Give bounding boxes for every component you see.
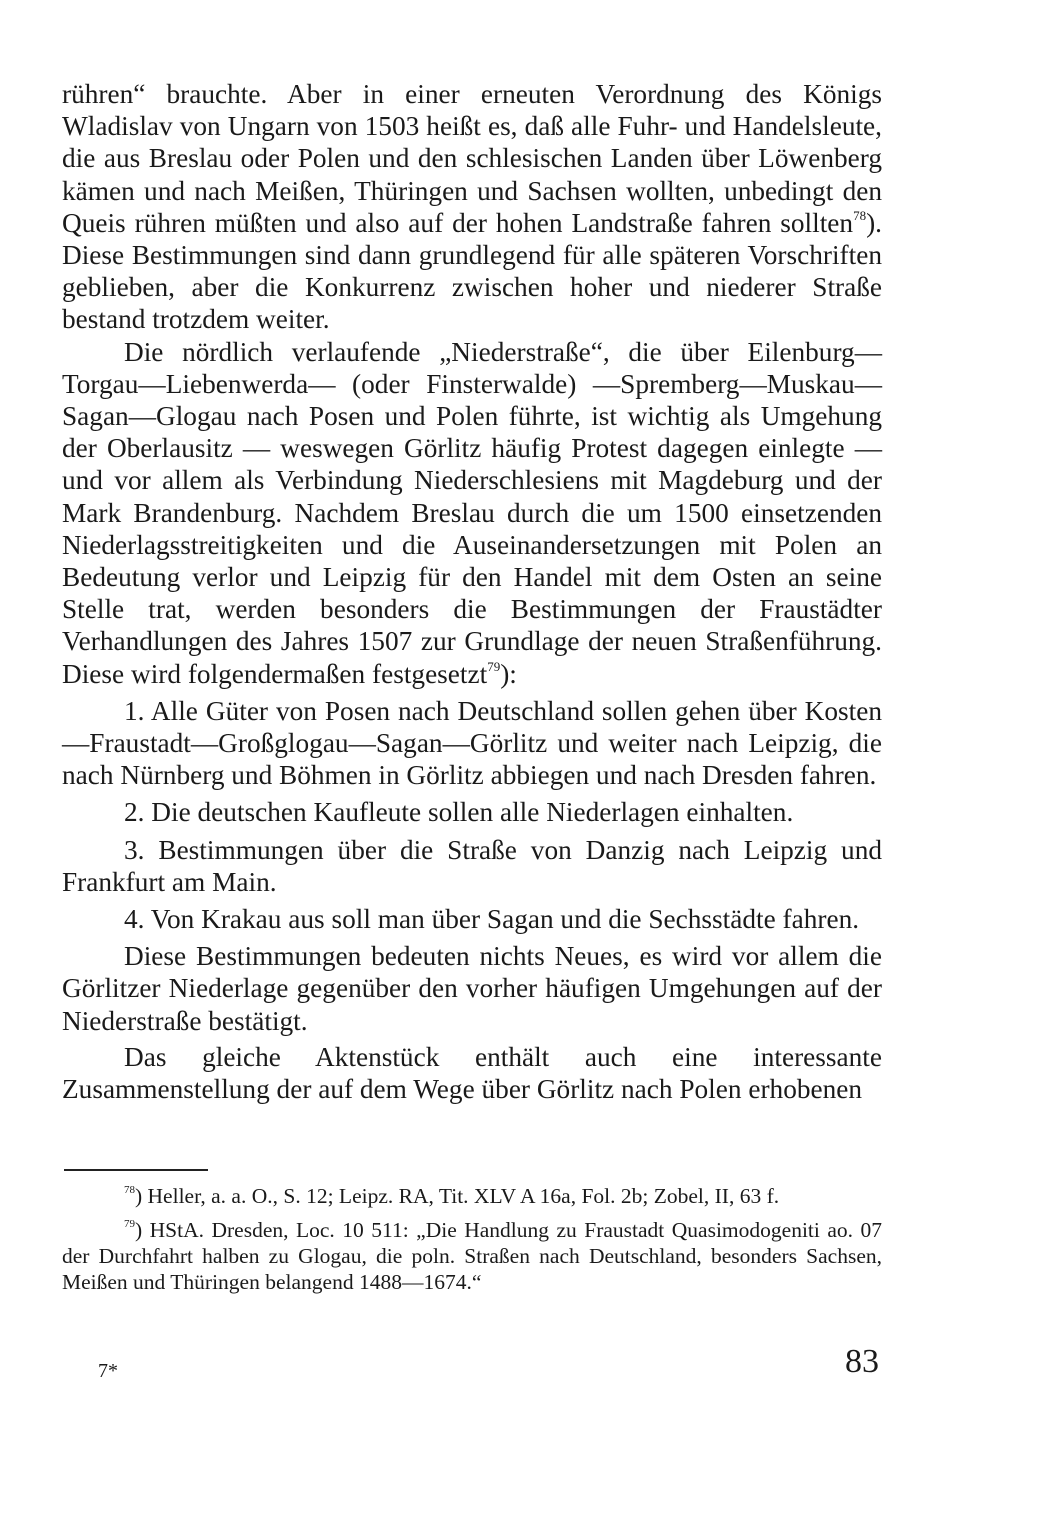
paragraph-2 bbox=[62, 336, 882, 690]
footnote-78-mark: 78 bbox=[124, 1184, 135, 1196]
footnote-ref-79: 79 bbox=[487, 658, 501, 674]
paragraph-4: Das gleiche Aktenstück enthält auch eine interessante Zusammenstellung der auf dem Wege über Görlitz nach Polen erhobenen bbox=[62, 1041, 882, 1105]
footnote-79-text: ) HStA. Dresden, Loc. 10 511: „Die Handlung zu Fraustadt Quasimodogeniti ao. 07 der Durchfahrt halben zu Glogau, die poln. Straßen nach Deutschland, besonders Sachsen, Meißen und Thüringen belangend 1488—1674.“ bbox=[62, 1218, 882, 1294]
paragraph-2-text-a: Die nördlich verlaufende „Niederstraße“, die über Eilenburg—Torgau—Liebenwerda— (oder Finsterwalde) —Spremberg—Muskau—Sagan—Glogau nach Posen und Polen führte, ist wichtig als Umgehung der Oberlausitz — weswegen Görlitz häufig Protest dagegen einlegte — und vor allem als Verbindung Niederschlesiens mit Magdeburg und der Mark Brandenburg. Nachdem Breslau durch die um 1500 einsetzenden Niederlagsstreitigkeiten und die Auseinandersetzungen mit Polen an Bedeutung verlor und Leipzig für den Handel mit dem Osten an seine Stelle trat, werden besonders die Bestimmungen der Fraustädter Verhandlungen des Jahres 1507 zur Grundlage der neuen Straßenführung. Diese wird folgendermaßen festgesetzt bbox=[62, 336, 882, 689]
list-item-2: 2. Die deutschen Kaufleute sollen alle Niederlagen einhalten. bbox=[124, 797, 794, 828]
footnote-79-mark: 79 bbox=[124, 1218, 135, 1230]
paragraph-3: Diese Bestimmungen bedeuten nichts Neues, es wird vor allem die Görlitzer Niederlage gegenüber den vorher häufigen Umgehungen auf der Niederstraße bestätigt. bbox=[62, 941, 882, 1036]
footnote-divider bbox=[64, 1169, 208, 1171]
printer-signature: 7* bbox=[98, 1360, 118, 1382]
footnote-79 bbox=[62, 1217, 882, 1295]
list-item-1: 1. Alle Güter von Posen nach Deutschland sollen gehen über Kosten—Fraustadt—Großglogau—Sagan—Görlitz und weiter nach Leipzig, die nach Nürnberg und Böhmen in Görlitz abbiegen und nach Dresden fahren. bbox=[62, 695, 882, 791]
footnote-78 bbox=[62, 1183, 882, 1209]
page-number: 83 bbox=[845, 1343, 879, 1380]
paragraph-1 bbox=[62, 78, 882, 336]
main-text bbox=[62, 78, 882, 1105]
paragraph-1-text-a: rühren“ brauchte. Aber in einer erneuten Verordnung des Königs Wladislav von Ungarn von 1503 heißt es, daß alle Fuhr- und Handelsleute, die aus Breslau oder Polen und den schlesischen Landen über Löwenberg kämen und nach Meißen, Thüringen und Sachsen wollten, unbedingt den Queis rühren müßten und also auf der hohen Landstraße fahren sollten bbox=[62, 79, 882, 238]
paragraph-2-text-b: ): bbox=[500, 658, 517, 689]
footnotes bbox=[62, 1183, 882, 1295]
footnote-78-text: ) Heller, a. a. O., S. 12; Leipz. RA, Tit. XLV A 16a, Fol. 2b; Zobel, II, 63 f. bbox=[135, 1184, 780, 1208]
list-item-4: 4. Von Krakau aus soll man über Sagan und die Sechsstädte fahren. bbox=[124, 904, 860, 935]
paragraph-1-text-b: ). Diese Bestimmungen sind dann grundlegend für alle späteren Vorschriften geblieben, aber die Konkurrenz zwischen hoher und niederer Straße bestand trotzdem weiter. bbox=[62, 207, 882, 335]
page-body bbox=[62, 78, 882, 1105]
footnote-ref-78: 78 bbox=[853, 207, 867, 223]
list-item-3: 3. Bestimmungen über die Straße von Danzig nach Leipzig und Frankfurt am Main. bbox=[62, 834, 882, 897]
